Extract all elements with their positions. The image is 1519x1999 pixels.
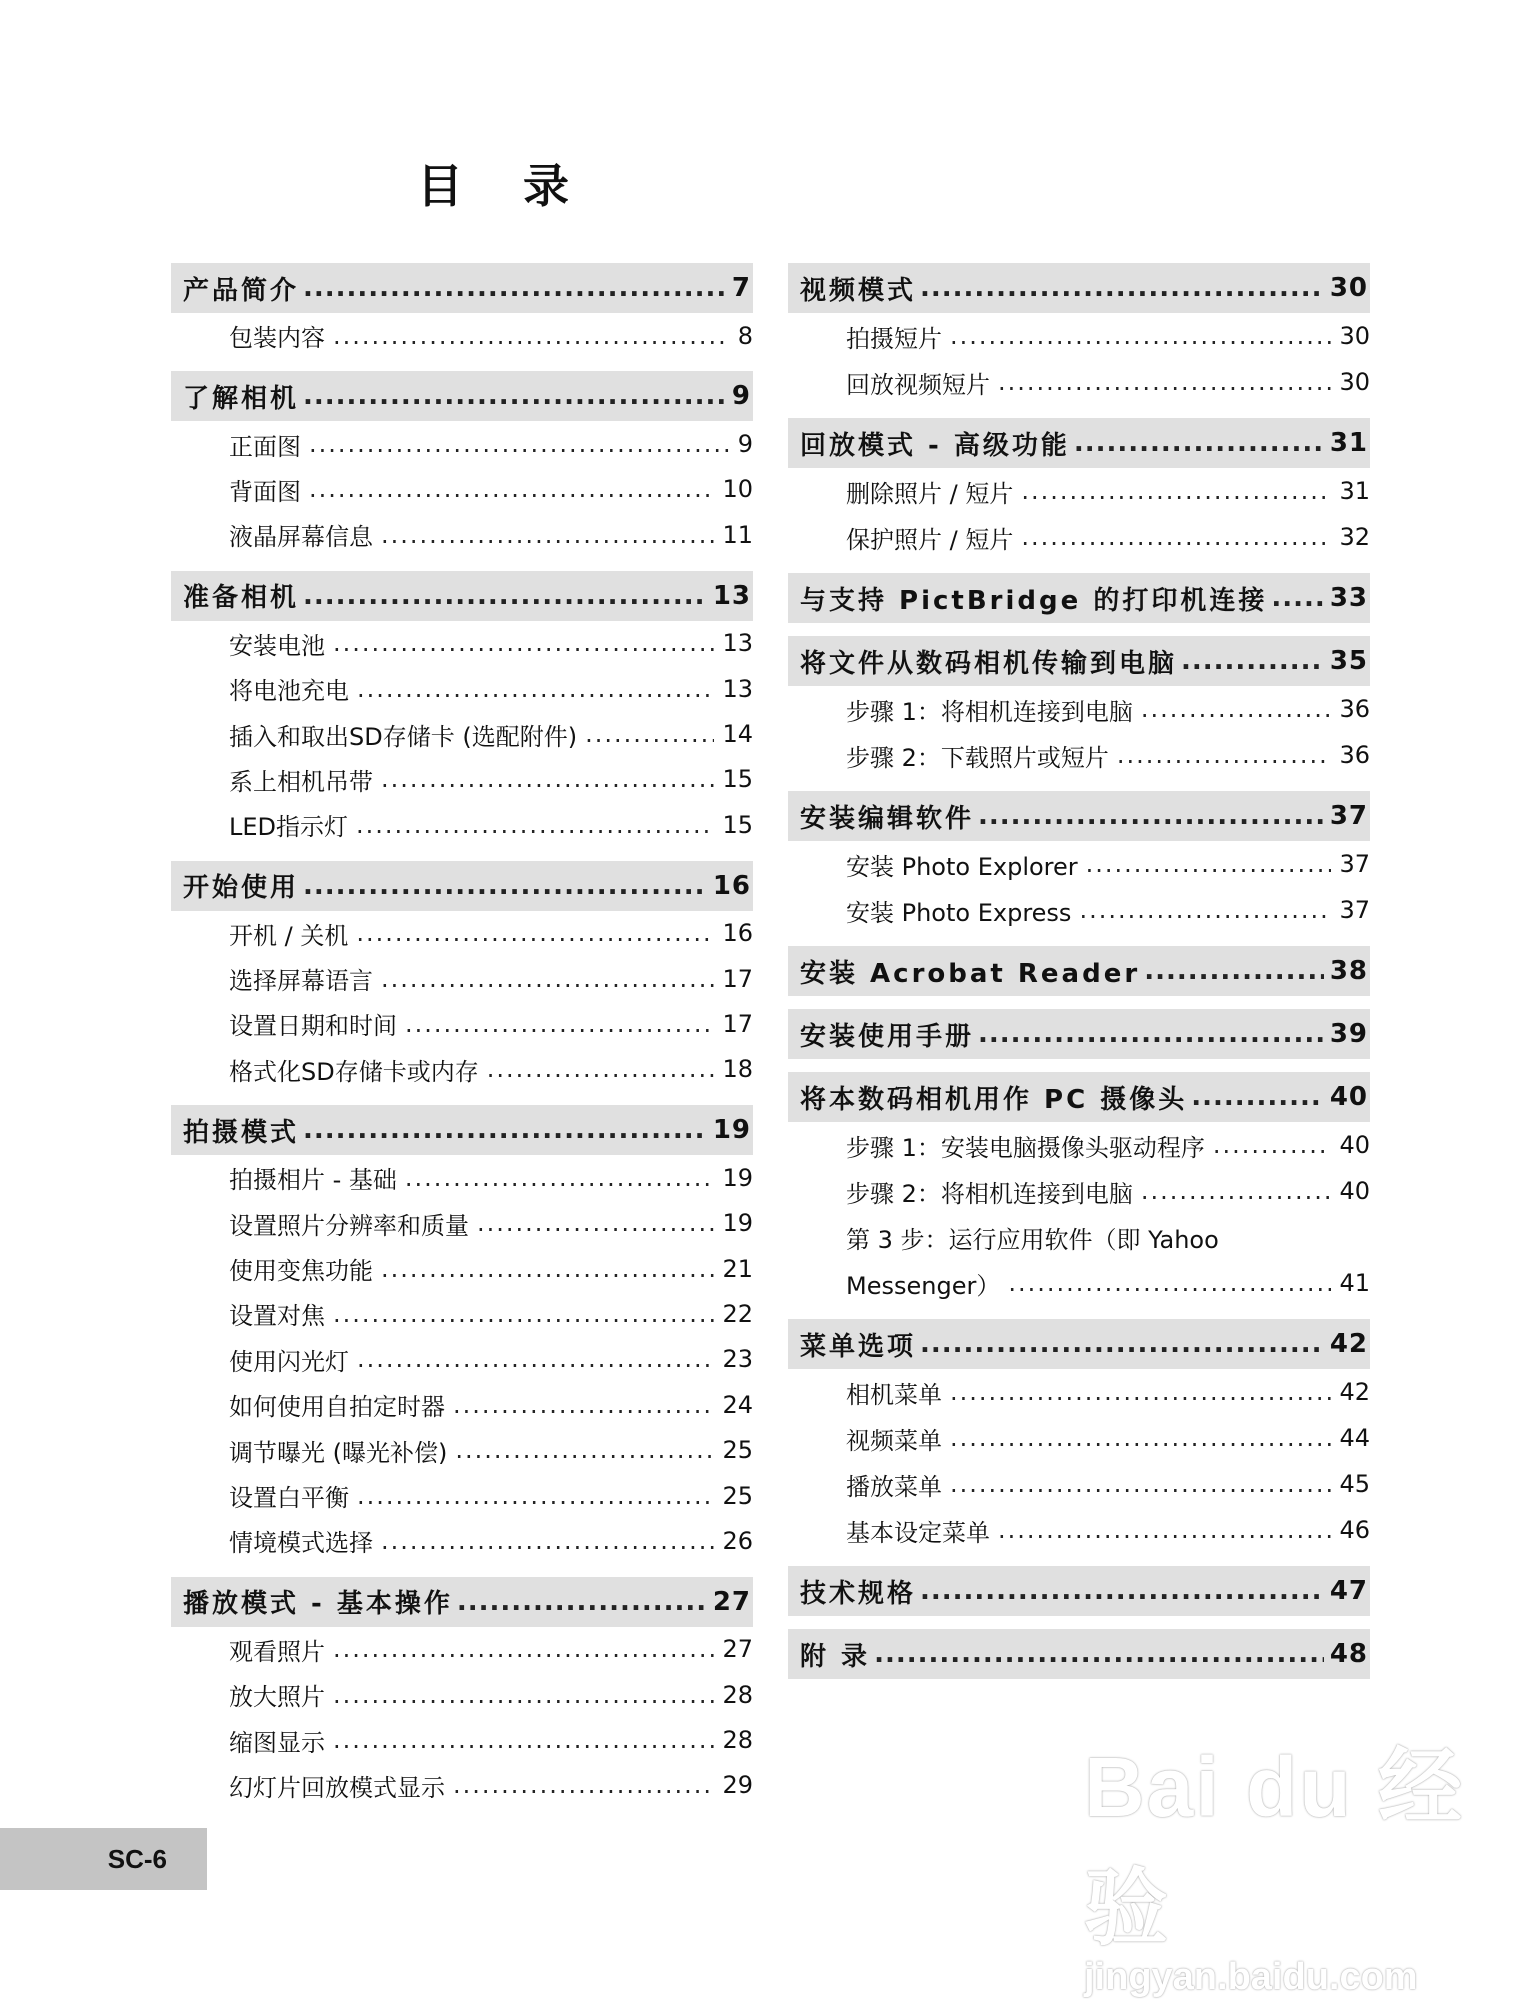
toc-entry[interactable] <box>788 1168 1370 1214</box>
entry-text: 正面图 <box>229 432 301 461</box>
entry-page-number: 40 <box>1339 1131 1370 1159</box>
toc-section <box>788 1566 1370 1616</box>
toc-entry[interactable] <box>171 1627 753 1672</box>
toc-section-heading[interactable] <box>788 573 1370 623</box>
toc-section <box>171 861 753 1093</box>
dot-leader <box>998 1516 1331 1544</box>
entry-text: 使用闪光灯 <box>229 1347 349 1376</box>
watermark-url: jingyan.baidu.com <box>1084 1956 1418 1998</box>
toc-entry[interactable] <box>171 512 753 557</box>
entry-text: 设置白平衡 <box>229 1484 349 1512</box>
entry-page-number: 14 <box>722 720 753 749</box>
toc-section-heading[interactable] <box>788 1566 1370 1616</box>
dot-leader <box>333 629 714 657</box>
dot-leader <box>303 273 726 303</box>
dot-leader <box>978 1019 1324 1049</box>
entry-page-number: 13 <box>722 629 753 658</box>
toc-entry[interactable] <box>788 1461 1370 1507</box>
toc-section <box>788 946 1370 996</box>
heading-page-number: 13 <box>712 580 751 611</box>
toc-section <box>171 1577 753 1809</box>
toc-entry[interactable] <box>171 1155 753 1200</box>
toc-section <box>788 791 1370 933</box>
toc-entry[interactable] <box>171 313 753 358</box>
entry-text: 安装 Photo Express <box>846 898 1072 927</box>
dot-leader <box>1008 1269 1331 1297</box>
toc-section-heading[interactable] <box>171 861 753 911</box>
entry-page-number: 15 <box>722 810 753 839</box>
dot-leader <box>874 1639 1324 1669</box>
entry-page-number: 23 <box>722 1345 753 1374</box>
dot-leader <box>309 475 714 503</box>
dot-leader <box>1213 1131 1332 1159</box>
heading-page-number: 7 <box>731 273 751 303</box>
heading-text: 安装编辑软件 <box>800 803 975 834</box>
toc-section <box>171 1105 753 1564</box>
dot-leader <box>453 1771 714 1799</box>
entry-page-number: 30 <box>1339 368 1370 396</box>
entry-text: 缩图显示 <box>229 1728 325 1757</box>
entry-text: 设置日期和时间 <box>229 1012 397 1041</box>
toc-section-heading[interactable] <box>788 636 1370 686</box>
entry-text: 放大照片 <box>229 1683 325 1712</box>
toc-section <box>788 1072 1370 1306</box>
dot-leader <box>1021 477 1331 505</box>
entry-page-number: 19 <box>722 1209 753 1238</box>
toc-section-heading[interactable] <box>171 263 753 313</box>
entry-page-number: 26 <box>722 1526 753 1555</box>
entry-text: 情境模式选择 <box>229 1529 373 1558</box>
dot-leader <box>381 521 714 549</box>
entry-text: 安装电池 <box>229 631 325 660</box>
toc-entry[interactable] <box>788 1122 1370 1168</box>
dot-leader <box>356 919 714 947</box>
toc-entry[interactable] <box>171 1672 753 1717</box>
toc-right-column <box>788 263 1370 1692</box>
entry-page-number: 11 <box>722 520 753 549</box>
dot-leader <box>333 1681 714 1709</box>
toc-section <box>788 418 1370 560</box>
entry-text: 设置对焦 <box>229 1302 325 1331</box>
dot-leader <box>1141 1177 1332 1205</box>
entry-page-number: 27 <box>722 1635 753 1664</box>
entry-text: 播放菜单 <box>846 1472 942 1501</box>
toc-entry[interactable] <box>171 1001 753 1046</box>
entry-text: 插入和取出SD存储卡 (选配附件) <box>229 722 578 751</box>
dot-leader <box>381 965 714 993</box>
toc-entry[interactable] <box>788 313 1370 359</box>
dot-leader <box>333 322 730 350</box>
heading-text: 准备相机 <box>183 583 300 614</box>
heading-page-number: 33 <box>1329 583 1368 613</box>
heading-text: 开始使用 <box>183 873 300 904</box>
heading-page-number: 16 <box>712 870 751 901</box>
entry-page-number: 17 <box>722 1009 753 1038</box>
page-title: 目 录 <box>417 159 592 213</box>
dot-leader <box>303 581 707 611</box>
toc-entry[interactable] <box>171 1717 753 1762</box>
entry-text: 背面图 <box>229 477 301 506</box>
entry-page-number: 37 <box>1339 850 1370 878</box>
entry-text: 步骤 2：将相机连接到电脑 <box>846 1179 1133 1208</box>
toc-entry[interactable] <box>171 1473 753 1518</box>
entry-page-number: 44 <box>1339 1424 1370 1452</box>
dot-leader <box>356 811 714 839</box>
toc-entry[interactable] <box>788 1415 1370 1461</box>
entry-page-number: 21 <box>722 1254 753 1283</box>
toc-entry-line[interactable] <box>788 1214 1370 1260</box>
toc-section <box>788 573 1370 623</box>
entry-text: 使用变焦功能 <box>229 1257 373 1286</box>
dot-leader <box>333 1635 714 1663</box>
toc-section-heading[interactable] <box>788 791 1370 841</box>
toc-entry[interactable] <box>788 359 1370 405</box>
toc-section-heading[interactable] <box>171 1105 753 1155</box>
toc-section-heading[interactable] <box>788 1009 1370 1059</box>
entry-page-number: 46 <box>1339 1516 1370 1544</box>
toc-section <box>788 263 1370 405</box>
heading-page-number: 48 <box>1329 1639 1368 1669</box>
toc-entry[interactable] <box>171 1427 753 1472</box>
heading-text: 视频模式 <box>800 275 917 306</box>
toc-entry[interactable] <box>171 421 753 466</box>
toc-entry[interactable] <box>788 468 1370 514</box>
entry-text: 相机菜单 <box>846 1380 942 1409</box>
dot-leader <box>1271 583 1323 613</box>
dot-leader <box>405 1164 715 1192</box>
dot-leader <box>477 1209 714 1237</box>
dot-leader <box>381 1527 714 1555</box>
entry-page-number: 31 <box>1339 477 1370 505</box>
dot-leader <box>333 1726 714 1754</box>
dot-leader <box>357 1345 714 1373</box>
toc-section-heading[interactable] <box>171 571 753 621</box>
toc-entry[interactable] <box>788 1507 1370 1553</box>
entry-text-continued: Messenger） <box>846 1271 1001 1300</box>
dot-leader <box>303 381 726 411</box>
dot-leader <box>1144 956 1324 986</box>
entry-text: 开机 / 关机 <box>229 921 349 950</box>
toc-entry[interactable] <box>788 1369 1370 1415</box>
entry-text: 格式化SD存储卡或内存 <box>229 1057 479 1086</box>
toc-section <box>171 263 753 358</box>
heading-text: 附 录 <box>800 1641 871 1672</box>
toc-section-heading[interactable] <box>788 1629 1370 1679</box>
entry-page-number: 25 <box>722 1436 753 1465</box>
entry-text: 液晶屏幕信息 <box>229 523 373 552</box>
entry-page-number: 16 <box>722 919 753 948</box>
dot-leader <box>357 1482 714 1510</box>
toc-entry[interactable] <box>171 1382 753 1427</box>
toc-section <box>788 636 1370 778</box>
entry-page-number: 28 <box>722 1680 753 1709</box>
heading-text: 回放模式 - 高级功能 <box>800 430 1070 461</box>
dot-leader <box>920 1329 1324 1359</box>
dot-leader <box>357 675 714 703</box>
toc-entry[interactable] <box>171 1518 753 1563</box>
heading-text: 安装使用手册 <box>800 1021 975 1052</box>
entry-page-number: 28 <box>722 1726 753 1755</box>
toc-entry[interactable] <box>788 732 1370 778</box>
toc-section <box>788 1629 1370 1679</box>
toc-section-heading[interactable] <box>788 946 1370 996</box>
entry-page-number: 30 <box>1339 322 1370 350</box>
heading-page-number: 19 <box>712 1115 751 1146</box>
entry-text: 观看照片 <box>229 1637 325 1666</box>
dot-leader <box>381 765 714 793</box>
dot-leader <box>950 1378 1331 1406</box>
entry-page-number: 13 <box>722 674 753 703</box>
entry-text: 视频菜单 <box>846 1426 942 1455</box>
entry-page-number: 45 <box>1339 1470 1370 1498</box>
toc-section-heading[interactable] <box>788 263 1370 313</box>
entry-page-number: 8 <box>737 321 753 350</box>
dot-leader <box>978 801 1324 831</box>
entry-text: 如何使用自拍定时器 <box>229 1393 445 1422</box>
heading-page-number: 37 <box>1329 801 1368 831</box>
heading-page-number: 35 <box>1329 646 1368 676</box>
entry-page-number: 9 <box>737 430 753 459</box>
entry-text: 幻灯片回放模式显示 <box>229 1773 445 1802</box>
toc-entry[interactable] <box>788 514 1370 560</box>
dot-leader <box>1021 523 1331 551</box>
dot-leader <box>381 1255 714 1283</box>
dot-leader <box>1086 850 1332 878</box>
toc-entry[interactable] <box>171 1047 753 1092</box>
entry-page-number: 41 <box>1339 1269 1370 1297</box>
entry-text: 回放视频短片 <box>846 370 990 399</box>
heading-text: 了解相机 <box>183 383 300 414</box>
toc-section-heading[interactable] <box>788 418 1370 468</box>
dot-leader <box>453 1391 714 1419</box>
toc-entry[interactable] <box>171 1291 753 1336</box>
dot-leader <box>303 1115 707 1145</box>
heading-page-number: 30 <box>1329 273 1368 303</box>
toc-section-heading[interactable] <box>788 1072 1370 1122</box>
heading-page-number: 42 <box>1329 1329 1368 1359</box>
toc-section <box>788 1319 1370 1553</box>
toc-entry[interactable] <box>171 1337 753 1382</box>
entry-text: 选择屏幕语言 <box>229 967 373 996</box>
dot-leader <box>309 430 730 458</box>
heading-page-number: 9 <box>731 381 751 412</box>
dot-leader <box>405 1010 714 1038</box>
toc-entry[interactable] <box>171 911 753 956</box>
page-number: SC-6 <box>0 1828 207 1890</box>
entry-page-number: 15 <box>722 765 753 794</box>
toc-section-heading[interactable] <box>171 371 753 421</box>
entry-text: 将电池充电 <box>229 677 349 706</box>
toc-section-heading[interactable] <box>788 1319 1370 1369</box>
entry-page-number: 37 <box>1339 896 1370 924</box>
dot-leader <box>1079 896 1331 924</box>
entry-page-number: 40 <box>1339 1177 1370 1205</box>
entry-text: 第 3 步：运行应用软件（即 Yahoo <box>846 1225 1219 1254</box>
toc-entry[interactable] <box>171 802 753 847</box>
heading-text: 菜单选项 <box>800 1331 917 1362</box>
dot-leader <box>487 1055 715 1083</box>
entry-text: 步骤 2：下载照片或短片 <box>846 743 1109 772</box>
heading-text: 与支持 PictBridge 的打印机连接 <box>800 585 1268 616</box>
toc-entry[interactable] <box>171 467 753 512</box>
entry-page-number: 10 <box>722 475 753 504</box>
toc-section-heading[interactable] <box>171 1577 753 1627</box>
dot-leader <box>950 1424 1331 1452</box>
toc-left-column <box>171 263 753 1821</box>
dot-leader <box>585 720 714 748</box>
entry-text: 保护照片 / 短片 <box>846 525 1014 554</box>
dot-leader <box>455 1436 714 1464</box>
heading-text: 安装 Acrobat Reader <box>800 958 1141 989</box>
toc-entry[interactable] <box>171 711 753 756</box>
entry-page-number: 42 <box>1339 1378 1370 1406</box>
toc-entry[interactable] <box>171 1246 753 1291</box>
entry-text: 拍摄短片 <box>846 324 942 353</box>
toc-entry[interactable] <box>171 666 753 711</box>
dot-leader <box>950 1470 1331 1498</box>
entry-page-number: 29 <box>722 1771 753 1800</box>
dot-leader <box>333 1300 714 1328</box>
toc-entry[interactable] <box>171 1200 753 1245</box>
watermark-logo: Bai du 经验 <box>1084 1740 1465 1955</box>
heading-text: 将文件从数码相机传输到电脑 <box>800 648 1178 679</box>
heading-page-number: 39 <box>1329 1019 1368 1049</box>
entry-text: 包装内容 <box>229 324 325 353</box>
toc-entry[interactable] <box>788 841 1370 887</box>
entry-text: 步骤 1：将相机连接到电脑 <box>846 697 1133 726</box>
entry-text: 删除照片 / 短片 <box>846 479 1014 508</box>
toc-entry[interactable] <box>171 621 753 666</box>
heading-page-number: 38 <box>1329 956 1368 986</box>
toc-section <box>171 571 753 848</box>
heading-text: 将本数码相机用作 PC 摄像头 <box>800 1084 1188 1115</box>
dot-leader <box>1141 695 1332 723</box>
toc-section <box>171 371 753 557</box>
toc-entry[interactable] <box>788 686 1370 732</box>
entry-page-number: 36 <box>1339 695 1370 723</box>
entry-page-number: 36 <box>1339 741 1370 769</box>
toc-section <box>788 1009 1370 1059</box>
entry-text: 步骤 1：安装电脑摄像头驱动程序 <box>846 1133 1205 1162</box>
baidu-watermark <box>1084 1720 1519 1999</box>
toc-entry[interactable] <box>171 757 753 802</box>
dot-leader <box>303 871 707 901</box>
heading-text: 产品简介 <box>183 275 300 306</box>
heading-page-number: 31 <box>1329 428 1368 458</box>
entry-page-number: 22 <box>722 1299 753 1328</box>
entry-text: 调节曝光 (曝光补偿) <box>229 1438 448 1467</box>
toc-entry[interactable] <box>171 956 753 1001</box>
entry-text: 基本设定菜单 <box>846 1518 990 1547</box>
entry-page-number: 17 <box>722 964 753 993</box>
heading-text: 拍摄模式 <box>183 1117 300 1148</box>
entry-text: 设置照片分辨率和质量 <box>229 1211 469 1240</box>
dot-leader <box>457 1587 707 1617</box>
dot-leader <box>1074 428 1324 458</box>
heading-text: 播放模式 - 基本操作 <box>183 1589 453 1620</box>
dot-leader <box>920 1576 1324 1606</box>
dot-leader <box>998 368 1331 396</box>
heading-text: 技术规格 <box>800 1578 917 1609</box>
entry-page-number: 19 <box>722 1163 753 1192</box>
entry-page-number: 24 <box>722 1390 753 1419</box>
dot-leader <box>1117 741 1332 769</box>
dot-leader <box>1191 1082 1324 1112</box>
dot-leader <box>950 322 1331 350</box>
entry-text: 安装 Photo Explorer <box>846 852 1078 881</box>
entry-text: 拍摄相片 - 基础 <box>229 1166 397 1195</box>
entry-page-number: 25 <box>722 1481 753 1510</box>
heading-page-number: 47 <box>1329 1576 1368 1606</box>
entry-page-number: 18 <box>722 1055 753 1084</box>
dot-leader <box>1181 646 1324 676</box>
entry-text: LED指示灯 <box>229 813 349 842</box>
entry-text: 系上相机吊带 <box>229 767 373 796</box>
toc-entry[interactable] <box>788 887 1370 933</box>
heading-page-number: 27 <box>712 1586 751 1617</box>
entry-page-number: 32 <box>1339 523 1370 551</box>
toc-entry[interactable] <box>788 1260 1370 1306</box>
toc-entry[interactable] <box>171 1763 753 1808</box>
heading-page-number: 40 <box>1329 1082 1368 1112</box>
dot-leader <box>920 273 1324 303</box>
